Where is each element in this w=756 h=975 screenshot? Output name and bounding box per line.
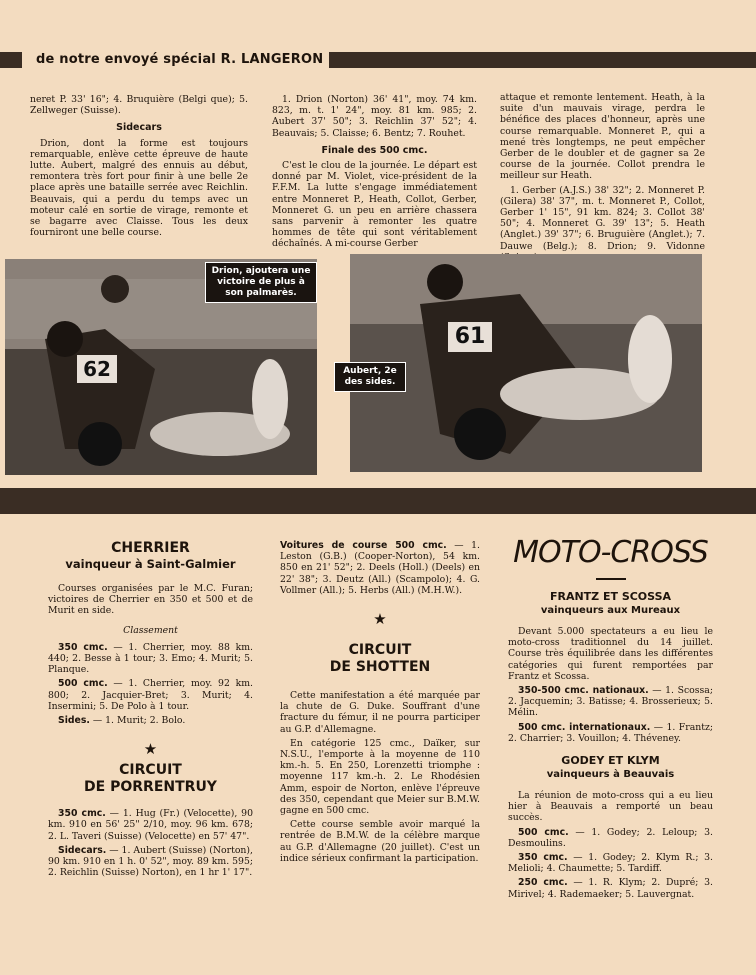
frantz-title: FRANTZ ET SCOSSA <box>549 590 672 603</box>
voitures-label: Voitures de course 500 cmc. <box>280 540 447 551</box>
shotten-p1: Cette manifestation a été marquée par la chute de G. Duke. Souffrant d'une fracture du fémur, il ne pourra participer au G.P. d'Allemagne. <box>280 690 480 735</box>
sides-text: — 1. Murit; 2. Bolo. <box>89 715 186 727</box>
cherrier-subtitle: vainqueur à Saint-Galmier <box>65 557 236 571</box>
r350-label: 350 cmc. <box>58 641 108 653</box>
top-column-2 <box>272 94 477 253</box>
star-separator-2: ★ <box>373 610 387 629</box>
byline: de notre envoyé spécial R. LANGERON <box>30 49 329 71</box>
caption-drion: Drion, ajoutera une victoire de plus à son palmarès. <box>205 262 317 303</box>
header-banner <box>0 49 756 71</box>
r500-label: 500 cmc. <box>58 678 108 690</box>
banner-bar-left <box>0 52 22 68</box>
godey-title: GODEY ET KLYM <box>561 754 660 768</box>
b250-text: — 1. R. Klym; 2. Dupré; 3. Mirivel; 4. Rademaeker; 5. Lauvergnat. <box>508 877 714 900</box>
b500-label: 500 cmc. <box>518 826 569 838</box>
sides-label: Sides. <box>58 715 90 727</box>
motocross-rule <box>596 578 626 580</box>
frantz-subtitle: vainqueurs aux Mureaux <box>540 605 681 616</box>
photo-aubert-sidecar <box>343 254 702 472</box>
b350-label: 350 cmc. <box>518 852 568 864</box>
internationaux-text: — 1. Frantz; 2. Charrier; 3. Vouillon; 4. Théveney. <box>508 721 713 744</box>
finale-continued: attaque et remonte lentement. Heath, à la suite d'un mauvais virage, perdra le bénéfice des places d'honneur, après une course remarquable. Monneret P., qui a mené très longtemps, ne peut empêcher Gerber de le doubler et de gagner sa 2e course de la journée. Collot prendra le meilleur sur Heath. <box>500 92 705 182</box>
photo-drion-sidecar <box>5 259 317 475</box>
race-number-61: 61 <box>454 324 486 349</box>
star-separator-1: ★ <box>143 740 158 759</box>
b250-label: 250 cmc. <box>518 877 568 889</box>
race-number-62: 62 <box>83 357 111 381</box>
psidecars-label: Sidecars. <box>58 844 107 856</box>
caption-aubert: Aubert, 2e des sides. <box>334 362 406 392</box>
nationaux-label: 350-500 cmc. nationaux. <box>518 685 649 697</box>
nationaux-text: — 1. Scossa; 2. Jacquemin; 3. Batisse; 4. Brosserieux; 5. Mélin. <box>508 685 713 719</box>
p350-label: 350 cmc. <box>58 808 106 820</box>
godey-intro: La réunion de moto-cross qui a eu lieu hier à Beauvais a remporté un beau succès. <box>508 790 713 824</box>
finale-results: 1. Gerber (A.J.S.) 38' 32"; 2. Monneret P. (Gilera) 38' 37", m. t. Monneret P., Collot, Gerber 1' 15", 91 km. 824; 3. Collot 38' 50"; 4. Monneret G. 39' 13"; 5. Heath (Anglet.) 39' 37"; 6. Bruguière (Anglet.); 7. Dauwe (Belg.); 8. Drion; 9. Vidonne <box>500 184 705 252</box>
motocross-title: MOTO-CROSS <box>513 535 708 570</box>
cherrier-title: CHERRIER <box>111 540 190 556</box>
sidecars-heading: Sidecars <box>116 122 162 134</box>
top-column-1 <box>30 94 248 241</box>
internationaux-label: 500 cmc. internationaux. <box>518 721 651 733</box>
shotten-title-2: DE SHOTTEN <box>329 659 431 676</box>
godey-subtitle: vainqueurs à Beauvais <box>546 769 675 781</box>
r500-text: — 1. Cherrier, moy. 92 km. 800; 2. Jacquier-Bret; 3. Murit; 4. Insermini; 5. De Polo à 1 tour. <box>48 678 253 712</box>
b350-text: — 1. Godey; 2. Klym R.; 3. Melioli; 4. Chaumette; 5. Tardiff. <box>508 852 714 875</box>
porrentruy-title-1: CIRCUIT <box>119 762 182 779</box>
finale-text: C'est le clou de la journée. Le départ est donné par M. Violet, vice-président de la F.F.M. La lutte s'engage immédiatement entre Monneret P., Heath, Collot, Gerber, Monneret G. un peu en arrière chassera sans parvenir à remonter les quatre hommes de tête qui sont véritablement déchaînés. A mi-course Gerber <box>272 160 477 250</box>
cherrier-intro: Courses organisées par le M.C. Furan; victoires de Cherrier en 350 et 500 et de Murit en side. <box>48 583 253 617</box>
shotten-p3: Cette course semble avoir marqué la rentrée de B.M.W. de la célèbre marque au G.P. d'Allemagne (20 juillet). C'est un indice sérieux confirmant la participation. <box>280 819 480 864</box>
bottom-column-2 <box>280 540 480 867</box>
shotten-p2: En catégorie 125 cmc., Daïker, sur N.S.U., l'emporte à la moyenne de 110 km.-h. 5. En 250, Lorenzetti triomphe : moyenne 117 km.-h. 2. Le Rhodésien Amm, espoir de Norton, enlève l'épreuve des 350, cependant que Meier sur B.M.W. gagne en 500 cmc. <box>280 737 480 817</box>
b500-text: — 1. Godey; 2. Leloup; 3. Desmoulins. <box>508 826 713 849</box>
sidecar-results: 1. Drion (Norton) 36' 41", moy. 74 km. 823, m. t. 1' 24", moy. 81 km. 985; 2. Aubert 37' 50"; 3. Reichlin 37' 52"; 4. Beauvais; 5. Claisse; 6. Bentz; 7. Rouhet. <box>272 94 477 139</box>
sidecars-text: Drion, dont la forme est toujours remarquable, enlève cette épreuve de haute lutte. Aubert, malgré des ennuis au début, remontera très fort pour finir à une belle 2e place après une bataille serrée avec Reichlin. Beauvais, qui a perdu du temps avec un moteur calé en sortie de virage, remonte et se bagarre avec Claisse. Tous les deux fourniront une belle course. <box>30 137 248 239</box>
bottom-column-3 <box>508 536 713 903</box>
r350-text: — 1. Cherrier, moy. 88 km. 440; 2. Besse à 1 tour; 3. Emo; 4. Murit; 5. Planque. <box>48 641 253 676</box>
voitures-text: — 1. Leston (G.B.) (Cooper-Norton), 54 km. 850 en 21' 52"; 2. Deels (Holl.) (Deels) en 22' 38"; 3. Deutz (All.) (Scampolo); 4. G. Vollmer (All.); 5. Herbs (All.) (M.H.W.). <box>280 540 481 596</box>
col1-intro: neret P. 33' 16"; 4. Bruquière (Belgi que); 5. Zellweger (Suisse). <box>30 94 248 117</box>
frantz-intro: Devant 5.000 spectateurs a eu lieu le moto-cross traditionnel du 14 juillet. Course très équilibrée dans les différentes catégories qui furent remportées par Frantz et Scossa. <box>508 626 713 682</box>
shotten-title-1: CIRCUIT <box>348 642 412 659</box>
top-column-3 <box>500 92 705 266</box>
psidecars-text: — 1. Aubert (Suisse) (Norton), 90 km. 910 en 1 h. 0' 52", moy. 89 km. 595; 2. Reichlin (Suisse) Norton), en 1 hr 1' 17". <box>48 844 253 879</box>
section-separator <box>0 488 756 514</box>
bottom-column-1 <box>48 540 253 881</box>
p350-text: — 1. Hug (Fr.) (Velocette), 90 km. 910 en 56' 25" 2/10, moy. 96 km. 678; 2. L. Taveri (Suisse) (Velocette) en 57' 47". <box>48 808 253 842</box>
porrentruy-title-2: DE PORRENTRUY <box>84 779 217 796</box>
classement-label: Classement <box>123 624 178 636</box>
finale-heading: Finale des 500 cmc. <box>321 144 428 156</box>
